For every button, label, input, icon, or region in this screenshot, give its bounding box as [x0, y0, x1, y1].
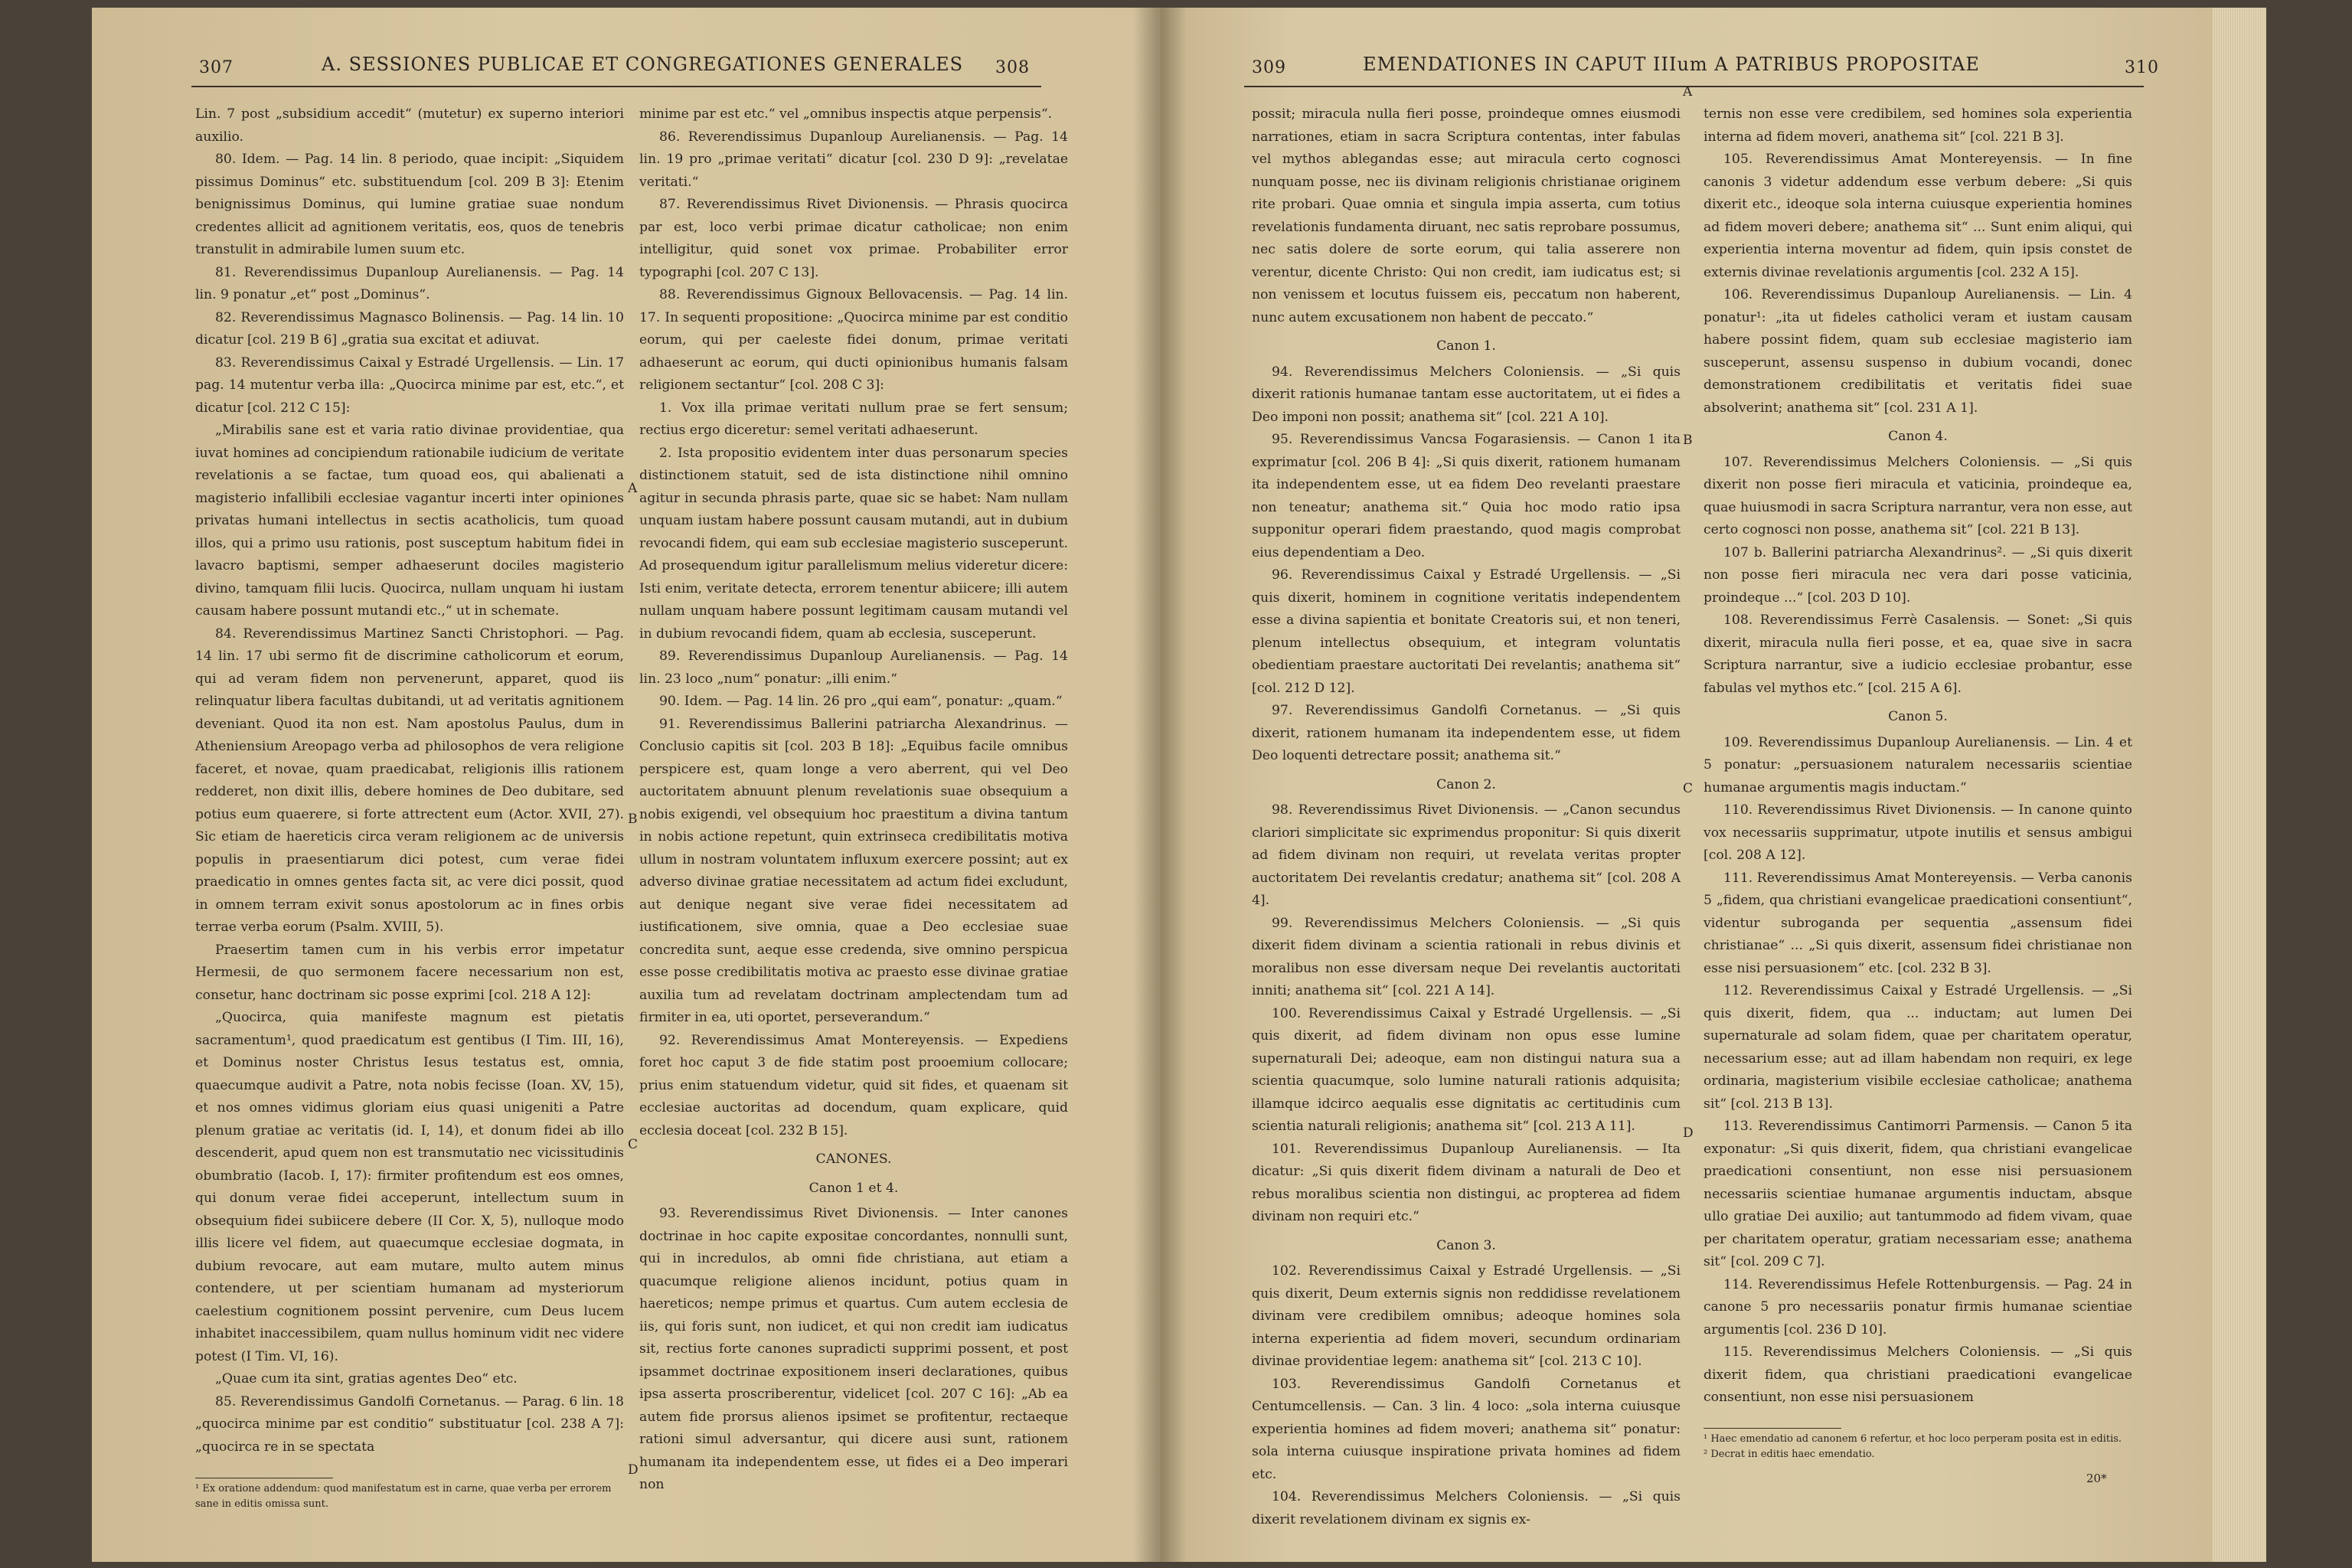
paragraph: 105. Reverendissimus Amat Montereyensis. — In fine canonis 3 videtur addendum esse verbum debere: „Si quis dixerit etc., ideoque sola interna cuiusque experientia homines ad fidem moveri debere; anathema sit“ ... Sunt enim aliqui, qui experientia interna moventur ad fidem, quin ipsis constet de externis divinae revelationis argumentis [col. 232 A 15]. [1704, 152, 2132, 280]
paragraph: „Quocirca, quia manifeste magnum est pietatis sacramentum¹, quod praedicatum est gentibus (I Tim. III, 16), et Dominus noster Christus Iesus testatus est, omnia, quaecumque audivit a Patre, nota nobis fecisse (Ioan. XV, 15), et nos omnes vidimus gloriam eius quasi unigeniti a Patre plenum gratiae ac veritatis (id. I, 14), et donum fidei ab illo descenderit, apud quem non est transmutatio nec vicissitudinis obumbratio (Iacob. I, 17): firmiter profitendum est eos omnes, qui donum verae fidei acceperunt, intellectum suum in obsequium fidei subiicere debere (II Cor. X, 5), nulloque modo illis licere vel fidem, aut quaecumque ecclesiae dogmata, in dubium revocare, aut eam mutare, multo autem minus contendere, ut per scientiam humanam ad mysteriorum caelestium cognitionem possint pervenire, cum Deus lucem inhabitet inaccessibilem, quam nullus hominum vidit nec videre potest (I Tim. VI, 16). [195, 1010, 624, 1364]
running-title-left: A. SESSIONES PUBLICAE ET CONGREGATIONES GENERALES [322, 54, 964, 75]
paragraph: 96. Reverendissimus Caixal y Estradé Urgellensis. — „Si quis dixerit, hominem in cognitione veritatis independentem esse a divina sapientia et bonitate Creatoris sui, et non teneri, plenum intellectus obsequium, et integram voluntatis obedientiam praestare auctoritati Dei revelantis; anathema sit“ [col. 212 D 12]. [1252, 567, 1681, 696]
paragraph: 95. Reverendissimus Vancsa Fogarasiensis. — Canon 1 ita exprimatur [col. 206 B 4]: „Si quis dixerit, rationem humanam ita independentem esse, ut ea fidem Deo revelanti praestare non teneatur; anathema sit.“ Quia hoc modo ratio ipsa supponitur operari fidem praestando, quod magis comprobat eius dependentiam a Deo. [1252, 432, 1681, 560]
left-page-header [92, 54, 1160, 84]
paragraph: ternis non esse vere credibilem, sed homines sola experientia interna ad fidem moveri, anathema sit“ [col. 221 B 3]. [1704, 106, 2132, 145]
footnote-text: ¹ Haec emendatio ad canonem 6 refertur, et hoc loco perperam posita est in editis. [1704, 1433, 2122, 1445]
section-heading-canones: CANONES. [815, 1152, 892, 1167]
paragraph: „Mirabilis sane est et varia ratio divinae providentiae, qua iuvat homines ad concipiendum rationabile iudicium de veritate revelationis a se factae, tum quoad eos, qui abalienati a magisterio infallibili ecclesiae vagantur incerti inter opiniones privatas humani intellectus in sectis acatholicis, tum quoad illos, qui a primo usu rationis, post susceptum habitum fidei in lavacro baptismi, semper adhaeserunt dociles magisterio divino, tamquam filii lucis. Quocirca, nullam unquam hi iustam causam habere possunt mutandi etc.,“ ut in schemate. [195, 423, 624, 619]
paragraph: 104. Reverendissimus Melchers Coloniensis. — „Si quis dixerit revelationem divinam ex signis ex- [1252, 1489, 1681, 1527]
left-page [92, 8, 1160, 1562]
paragraph: 99. Reverendissimus Melchers Coloniensis. — „Si quis dixerit fidem divinam a scientia rationali in rebus divinis et moralibus non esse diversam neque Dei revelantis auctoritati inniti; anathema sit“ [col. 221 A 14]. [1252, 915, 1681, 998]
margin-letter-b: B [628, 812, 638, 827]
margin-letter-d: D [628, 1462, 639, 1478]
footnotes-right [1704, 1428, 2132, 1462]
footnote-left [195, 1478, 624, 1512]
paragraph: 106. Reverendissimus Dupanloup Aurelianensis. — Lin. 4 ponatur¹: „ita ut fideles catholici veram et iustam causam habere possint fidem, quam sub ecclesiae magisterio iam susceperunt, assensu suspenso in dubium vocandi, donec demonstrationem credibilitatis et veritatis fidei suae absolverint; anathema sit“ [col. 231 A 1]. [1704, 287, 2132, 416]
paragraph: 83. Reverendissimus Caixal y Estradé Urgellensis. — Lin. 17 pag. 14 mutentur verba illa: „Quocirca minime par est, etc.“, et dicatur [col. 212 C 15]: [195, 354, 624, 416]
margin-letter-b: B [1683, 433, 1693, 448]
right-page-header [1160, 54, 2266, 84]
margin-letter-a: A [628, 481, 638, 496]
paragraph: 91. Reverendissimus Ballerini patriarcha Alexandrinus. — Conclusio capitis sit [col. 203 B 18]: „Equibus facile omnibus perspicere est, quam longe a vero aberrent, qui vel Deo auctoritatem abnuunt plenum revelationis suae obsequium a nobis exigendi, vel obsequium hoc praestitum a divina tantum in nobis actione repetunt, quin extrinseca credibilitatis motiva ullum in nostram voluntatem influxum exercere possint; aut ex adverso divinae gratiae necessitatem ad actum fidei excludunt, aut denique negant sive verae fidei necessitatem ad iustificationem, sive omnia, quae a Deo ecclesiae suae concredita sunt, aeque esse credenda, sive omnino perspicua esse posse credibilitatis motiva ac praesto esse divinae gratiae auxilia tum ad revelatam doctrinam amplectendam tum ad firmiter in ea, uti oportet, perseverandum.“ [639, 716, 1068, 1025]
paragraph: 103. Reverendissimus Gandolfi Cornetanus et Centumcellensis. — Can. 3 lin. 4 loco: „sola interna cuiusque experientia homines ad fidem moveri; anathema sit“ ponatur: sola interna cuiusque inspiratione privata homines ad fidem etc. [1252, 1376, 1681, 1482]
paragraph: 98. Reverendissimus Rivet Divionensis. — „Canon secundus clariori simplicitate sic exprimendus proponitur: Si quis dixerit ad fidem divinam non requiri, ut revelata veritas propter auctoritatem Dei revelantis credatur; anathema sit“ [col. 208 A 4]. [1252, 802, 1681, 908]
paragraph: 86. Reverendissimus Dupanloup Aurelianensis. — Pag. 14 lin. 19 pro „primae veritati“ dicatur [col. 230 D 9]: „revelatae veritati.“ [639, 129, 1068, 190]
footnote-rule [1704, 1428, 1841, 1429]
subheading-canon-2: Canon 2. [1436, 776, 1496, 792]
footnote-text: ² Decrat in editis haec emendatio. [1704, 1449, 1875, 1460]
page-number-310: 310 [2125, 58, 2159, 77]
paragraph: Praesertim tamen cum in his verbis error impetatur Hermesii, de quo sermonem facere necessarium non est, consetur, hanc doctrinam sic posse exprimi [col. 218 A 12]: [195, 942, 624, 1003]
margin-letter-c: C [628, 1137, 639, 1152]
paragraph: 84. Reverendissimus Martinez Sancti Christophori. — Pag. 14 lin. 17 ubi sermo fit de discrimine catholicorum et eorum, qui ad veram fidem non pervenerunt, apparet, quod iis relinquatur libera facultas dubitandi, ut ad veritatis agnitionem deveniant. Quod ita non est. Nam apostolus Paulus, dum in Atheniensium Areopago verba ad philosophos de vera religione faceret, et novae, quam praedicabat, religionis illis rationem redderet, non dixit illis, debere homines de Deo dubitare, sed potius eum quaerere, si forte attrectent eum (Actor. XVII, 27). Sic etiam de haereticis circa veram religionem ac de universis populis in praesentiarum dici potest, cum verae fidei praedicatio in omnes gentes facta sit, ac vere dici possit, quod in omnem terram exivit sonus apostolorum ac in fines orbis terrae verba eorum (Psalm. XVIII, 5). [195, 626, 624, 935]
subheading-canon-1-4: Canon 1 et 4. [808, 1180, 899, 1196]
subheading-canon-4: Canon 4. [1888, 429, 1948, 444]
paragraph: possit; miracula nulla fieri posse, proindeque omnes eiusmodi narrationes, etiam in sacra Scriptura contentas, inter fabulas vel mythos ablegandas esse; aut miracula certo cognosci nunquam posse, nec iis divinam religionis christianae originem rite probari. Quae omnia et singula impia asserta, cum totius revelationis fundamenta diruant, nec satis reprobare possumus, nec satis dolere de sorte eorum, qui talia asserere non verentur, dicente Christo: Qui non credit, iam iudicatus est; si non venissem et locutus fuissem eis, peccatum non haberent, nunc autem excusationem non habent de peccato.“ [1252, 106, 1681, 325]
book-gutter-shadow [1133, 8, 1187, 1562]
right-column-1 [1252, 103, 1681, 1531]
margin-letter-c: C [1683, 781, 1694, 796]
footnote-text: ¹ Ex oratione addendum: quod manifestatum est in carne, quae verba per errorem sane in editis omissa sunt. [195, 1483, 612, 1510]
paragraph: 1. Vox illa primae veritati nullum prae se fert sensum; rectius ergo diceretur: semel veritati adhaeserunt. [639, 400, 1068, 438]
book-spread [92, 8, 2266, 1562]
left-column-1 [195, 103, 624, 1459]
subheading-canon-3: Canon 3. [1436, 1237, 1496, 1253]
paragraph: 112. Reverendissimus Caixal y Estradé Urgellensis. — „Si quis dixerit, fidem, qua ... inductam; aut lumen Dei supernaturale ad solam fidem, quae per charitatem operatur, necessarium esse; aut ad illam habendam non requiri, ex lege ordinaria, magisterium visibile ecclesiae catholicae; anathema sit“ [col. 213 B 13]. [1704, 983, 2132, 1112]
paragraph: 114. Reverendissimus Hefele Rottenburgensis. — Pag. 24 in canone 5 pro necessariis ponatur firmis humanae scientiae argumentis [col. 236 D 10]. [1704, 1276, 2132, 1338]
right-page [1160, 8, 2266, 1562]
paragraph: „Quae cum ita sint, gratias agentes Deo“ etc. [215, 1371, 518, 1387]
header-rule-left [191, 86, 1041, 87]
paragraph: 107. Reverendissimus Melchers Coloniensis. — „Si quis dixerit non posse fieri miracula et vaticinia, proindeque ea, quae huiusmodi in sacra Scriptura narrantur, vera non esse, aut certo cognosci non posse, anathema sit“ [col. 221 B 13]. [1704, 454, 2132, 537]
paragraph: 87. Reverendissimus Rivet Divionensis. — Phrasis quocirca par est, loco verbi primae dicatur catholicae; non enim intelligitur, quid sonet vox primae. Probabiliter error typographi [col. 207 C 13]. [639, 197, 1068, 280]
paragraph: 2. Ista propositio evidentem inter duas personarum species distinctionem statuit, sed de ista distinctione nihil omnino agitur in secunda phrasis parte, quae sic se habet: Nam nullam unquam iustam habere possunt causam mutandi, aut in dubium revocandi fidem, qui eam sub ecclesiae magisterio susceperunt. Ad prosequendum igitur parallelismum melius videretur dicere: Isti enim, veritate detecta, errorem tenentur abiicere; illi autem nullam unquam habere possunt legitimam causam mutandi vel in dubium revocandi fidem, quam ab ecclesia, susceperunt. [639, 445, 1068, 642]
paragraph: 81. Reverendissimus Dupanloup Aurelianensis. — Pag. 14 lin. 9 ponatur „et“ post „Dominus“. [195, 264, 624, 302]
page-number-307: 307 [199, 58, 234, 77]
page-number-308: 308 [995, 58, 1030, 77]
paragraph: 93. Reverendissimus Rivet Divionensis. — Inter canones doctrinae in hoc capite expositae concordantes, nonnulli sunt, qui in incredulos, ab omni fide christiana, aut etiam a quacumque religione alienos incidunt, potius quam in haereticos; nempe primus et quartus. Cum autem ecclesia de iis, qui foris sunt, non iudicet, et qui non credit iam iudicatus sit, rectius forte canones supradicti supprimi possent, et post ipsammet doctrinae expositionem inseri declarationes, quibus ipsa asserta proscriberentur, videlicet [col. 207 C 16]: „Ab ea autem fide prorsus alienos ipsimet se profitentur, rectaeque rationi simul adversantur, qui dicere ausi sunt, rationem humanam ita independentem esse, ut fides ei a Deo imperari non [639, 1206, 1068, 1492]
paragraph: 107 b. Ballerini patriarcha Alexandrinus². — „Si quis dixerit non posse fieri miracula nec vera dari posse vaticinia, proindeque ...“ [col. 203 D 10]. [1704, 544, 2132, 606]
printer-signature: 20* [2086, 1472, 2107, 1485]
paragraph: Lin. 7 post „subsidium accedit“ (mutetur) ex superno interiori auxilio. [195, 106, 624, 145]
paragraph: 94. Reverendissimus Melchers Coloniensis. — „Si quis dixerit rationis humanae tantam esse auctoritatem, ut ei fides a Deo imponi non possit; anathema sit“ [col. 221 A 10]. [1252, 364, 1681, 425]
subheading-canon-5: Canon 5. [1888, 709, 1948, 724]
paragraph: 108. Reverendissimus Ferrè Casalensis. — Sonet: „Si quis dixerit, miracula nulla fieri posse, et ea, quae sive in sacra Scriptura narrantur, sive a iudicio ecclesiae probantur, esse fabulas vel mythos etc.“ [col. 215 A 6]. [1704, 612, 2132, 696]
paragraph: 111. Reverendissimus Amat Montereyensis. — Verba canonis 5 „fidem, qua christiani evangelicae praedicationi consentiunt“, videntur subroganda per sequentia „assensum fidei christianae“ ... „Si quis dixerit, assensum fidei christianae non esse nisi persuasionem“ etc. [col. 232 B 3]. [1704, 870, 2132, 976]
paragraph: 82. Reverendissimus Magnasco Bolinensis. — Pag. 14 lin. 10 dicatur [col. 219 B 6] „gratia sua excitat et adiuvat. [195, 309, 624, 348]
paragraph: 85. Reverendissimus Gandolfi Cornetanus. — Parag. 6 lin. 18 „quocirca minime par est conditio“ substituatur [col. 238 A 7]: „quocirca re in se spectata [195, 1393, 624, 1455]
paragraph: 110. Reverendissimus Rivet Divionensis. — In canone quinto vox necessariis supprimatur, utpote inutilis et sensus ambigui [col. 208 A 12]. [1704, 802, 2132, 863]
paragraph: 109. Reverendissimus Dupanloup Aurelianensis. — Lin. 4 et 5 ponatur: „persuasionem naturalem necessariis scientiae humanae argumentis magis inductam.“ [1704, 734, 2132, 795]
paragraph: 115. Reverendissimus Melchers Coloniensis. — „Si quis dixerit fidem, qua christiani praedicationi evangelicae consentiunt, non esse nisi persuasionem [1704, 1344, 2132, 1405]
paragraph: 89. Reverendissimus Dupanloup Aurelianensis. — Pag. 14 lin. 23 loco „num“ ponatur: „illi enim.“ [639, 648, 1068, 687]
right-column-2 [1704, 103, 2132, 1410]
subheading-canon-1: Canon 1. [1436, 338, 1496, 354]
page-edges [2213, 8, 2266, 1562]
paragraph: 90. Idem. — Pag. 14 lin. 26 pro „qui eam“, ponatur: „quam.“ [659, 694, 1063, 709]
paragraph: 101. Reverendissimus Dupanloup Aurelianensis. — Ita dicatur: „Si quis dixerit fidem divinam a naturali de Deo et rebus moralibus scientia non distingui, ac propterea ad fidem divinam non requiri etc.“ [1252, 1141, 1681, 1224]
page-number-309: 309 [1252, 58, 1286, 77]
left-column-2 [639, 103, 1068, 1497]
paragraph: 80. Idem. — Pag. 14 lin. 8 periodo, quae incipit: „Siquidem pissimus Dominus“ etc. substituendum [col. 209 B 3]: Etenim benignissimus Dominus, qui lumine gratiae suae nondum credentes allicit ad agnitionem veritatis, eos, quos de tenebris transtulit in admirabile lumen suum etc. [195, 152, 624, 257]
margin-letter-a: A [1683, 84, 1693, 100]
paragraph: 100. Reverendissimus Caixal y Estradé Urgellensis. — „Si quis dixerit, ad fidem divinam non opus esse lumine supernaturali Dei; adeoque, eam non distingui natura sua a scientia quacumque, solo lumine naturali rationis adquisita; illamque idcirco aequalis esse dignitatis ac certitudinis cum scientia naturali religionis; anathema sit“ [col. 213 A 11]. [1252, 1005, 1681, 1134]
paragraph: 97. Reverendissimus Gandolfi Cornetanus. — „Si quis dixerit, rationem humanam ita independentem esse, ut fidem Deo loquenti detrectare possit; anathema sit.“ [1252, 703, 1681, 763]
margin-letter-d: D [1683, 1125, 1694, 1141]
paragraph: 92. Reverendissimus Amat Montereyensis. — Expediens foret hoc caput 3 de fide statim post prooemium collocare; prius enim statuendum videtur, quid sit fides, et quaenam sit ecclesiae auctoritas ad docendum, quam explicare, quid ecclesia doceat [col. 232 B 15]. [639, 1032, 1068, 1138]
paragraph: 113. Reverendissimus Cantimorri Parmensis. — Canon 5 ita exponatur: „Si quis dixerit, fidem, qua christiani evangelicae praedicationi consentiunt, non esse nisi persuasionem necessariis scientiae humanae argumentis inductam, absque ullo gratiae Dei auxilio; aut tantummodo ad fidem vivam, quae per charitatem operatur, gratiam necessariam esse; anathema sit“ [col. 209 C 7]. [1704, 1119, 2132, 1269]
paragraph: minime par est etc.“ vel „omnibus inspectis atque perpensis“. [639, 106, 1053, 122]
header-rule-right [1244, 86, 2144, 87]
paragraph: 102. Reverendissimus Caixal y Estradé Urgellensis. — „Si quis dixerit, Deum externis signis non reddidisse revelationem divinam vere credibilem omnibus; adeoque homines sola interna experientia ad fidem moveri, secundum ordinariam divinae providentiae legem: anathema sit“ [col. 213 C 10]. [1252, 1263, 1681, 1369]
running-title-right: EMENDATIONES IN CAPUT IIIum A PATRIBUS PROPOSITAE [1363, 54, 1980, 75]
paragraph: 88. Reverendissimus Gignoux Bellovacensis. — Pag. 14 lin. 17. In sequenti propositione: „Quocirca minime par est conditio eorum, qui per caeleste fidei donum, primae veritati adhaeserunt ac eorum, qui ducti opinionibus humanis falsam religionem sectantur“ [col. 208 C 3]: [639, 287, 1068, 393]
